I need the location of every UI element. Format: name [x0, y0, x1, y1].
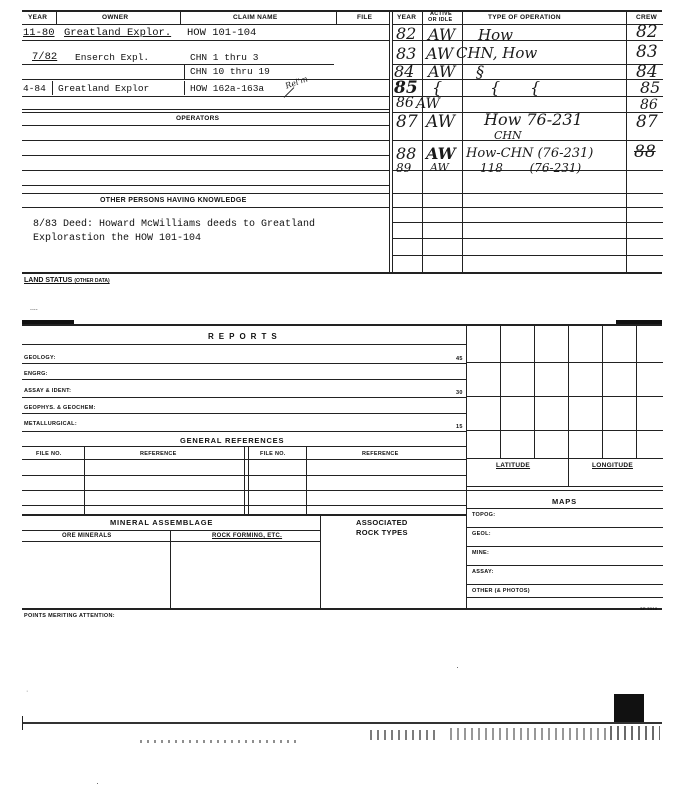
- land-status-subtitle: (OTHER DATA): [74, 278, 110, 284]
- row-claim: CHN 1 thru 3: [190, 52, 259, 63]
- report-num: 30: [456, 390, 463, 396]
- header-year: YEAR: [28, 14, 48, 21]
- activity-header-type: TYPE OF OPERATION: [488, 14, 561, 21]
- scan-speck: ·: [456, 662, 459, 672]
- table-divider: [389, 11, 390, 273]
- activity-crew: 85: [640, 78, 661, 97]
- activity-type: 118 (76-231): [480, 161, 582, 175]
- ref-header: REFERENCE: [362, 451, 399, 457]
- activity-year: 86: [396, 95, 414, 111]
- land-status-label: LAND STATUS: [24, 277, 73, 284]
- activity-year: 89: [396, 161, 412, 175]
- ref-header: REFERENCE: [140, 451, 177, 457]
- activity-year: 84: [394, 62, 415, 81]
- report-label: ENGRG:: [24, 371, 48, 377]
- activity-crew: 84: [636, 62, 658, 82]
- activity-active: AW: [416, 96, 440, 112]
- map-row: MINE:: [472, 550, 490, 556]
- activity-type: §: [476, 62, 484, 81]
- scan-noise: [610, 726, 660, 740]
- activity-active: AW: [426, 144, 456, 163]
- activity-header-year: YEAR: [397, 14, 417, 21]
- activity-year: 88: [396, 144, 417, 163]
- activity-type: CHN, How: [456, 44, 538, 62]
- activity-active: AW: [428, 62, 456, 81]
- activity-year: 83: [396, 44, 417, 63]
- header-file: FILE: [357, 14, 373, 21]
- reports-title: REPORTS: [208, 332, 282, 341]
- map-row: OTHER (& PHOTOS): [472, 588, 530, 594]
- activity-crew: 86: [640, 97, 658, 113]
- activity-type: How: [478, 26, 513, 44]
- activity-active: AW: [430, 161, 449, 174]
- scan-speck: ·: [26, 688, 29, 695]
- report-label: ASSAY & IDENT:: [24, 388, 72, 394]
- activity-active: AW: [428, 25, 456, 44]
- activity-type: How 76-231: [484, 110, 583, 129]
- row-claim: HOW 162a-163a: [190, 83, 265, 94]
- activity-type-mark: {: [490, 78, 501, 97]
- activity-year: 82: [396, 24, 417, 43]
- activity-crew: 88: [634, 142, 656, 162]
- activity-type: How-CHN (76-231): [466, 146, 594, 161]
- map-row: ASSAY:: [472, 569, 494, 575]
- other-persons-note-line2: Explorastion the HOW 101-104: [33, 233, 202, 244]
- report-label: METALLURGICAL:: [24, 421, 77, 427]
- assoc-rock-types-1: ASSOCIATED: [356, 518, 408, 527]
- scan-noise: [370, 730, 440, 740]
- row-owner: Greatland Explor: [58, 83, 150, 94]
- activity-active-mark: {: [432, 78, 443, 97]
- mineral-assemblage-title: MINERAL ASSEMBLAGE: [110, 518, 214, 527]
- activity-year: 85: [394, 78, 418, 98]
- handwritten-annotation: Rel'm: [284, 74, 309, 91]
- row-year: 7/82: [32, 51, 58, 63]
- activity-active: AW: [426, 112, 456, 132]
- longitude-label: LONGITUDE: [592, 462, 633, 469]
- map-row: TOPOG:: [472, 512, 496, 518]
- row-year: 11-80: [23, 27, 55, 39]
- activity-crew: 83: [636, 42, 658, 62]
- scan-speck: ·: [96, 778, 99, 788]
- row-owner: Enserch Expl.: [75, 52, 150, 63]
- operators-title: OPERATORS: [176, 115, 220, 122]
- ore-minerals-header: ORE MINERALS: [62, 533, 112, 539]
- other-persons-note-line1: 8/83 Deed: Howard McWilliams deeds to Greatland: [33, 219, 316, 230]
- land-status-title: [24, 277, 110, 284]
- assoc-rock-types-2: ROCK TYPES: [356, 528, 408, 537]
- activity-year: 87: [396, 112, 418, 132]
- report-label: GEOLOGY:: [24, 355, 56, 361]
- report-num: 45: [456, 356, 463, 362]
- report-num: 15: [456, 424, 463, 430]
- report-label: GEOPHYS. & GEOCHEM:: [24, 405, 96, 411]
- other-persons-title: OTHER PERSONS HAVING KNOWLEDGE: [100, 197, 247, 204]
- activity-type-mark: {: [530, 78, 541, 97]
- map-row: GEOL:: [472, 531, 491, 537]
- scan-black-block: [614, 694, 644, 724]
- scan-noise: [450, 728, 610, 740]
- header-owner: OWNER: [102, 14, 129, 21]
- row-claim: CHN 10 thru 19: [190, 66, 270, 77]
- activity-header-idle: OR IDLE: [428, 17, 453, 23]
- points-meriting-attention: POINTS MERITING ATTENTION:: [24, 613, 115, 619]
- scan-noise: [140, 740, 300, 743]
- row-year: 4-84: [23, 83, 46, 94]
- activity-header-active: ACTIVE: [430, 11, 452, 17]
- activity-type-sub: CHN: [494, 129, 522, 142]
- latitude-label: LATITUDE: [496, 462, 531, 469]
- row-owner: Greatland Explor.: [64, 27, 172, 39]
- maps-title: MAPS: [552, 497, 577, 506]
- ref-header: FILE NO.: [36, 451, 62, 457]
- rock-forming-header: ROCK FORMING, ETC.: [212, 533, 283, 539]
- activity-crew: 87: [636, 112, 658, 132]
- general-references-title: GENERAL REFERENCES: [180, 436, 285, 445]
- header-claim-name: CLAIM NAME: [233, 14, 278, 21]
- form-number: SP 7318: [640, 606, 658, 611]
- activity-crew: 82: [636, 22, 658, 42]
- ref-header: FILE NO.: [260, 451, 286, 457]
- bottom-rule: [22, 722, 662, 724]
- activity-header-crew: CREW: [636, 14, 658, 21]
- land-status-dots: ....: [30, 305, 38, 312]
- row-claim: HOW 101-104: [187, 27, 257, 39]
- activity-active: AW: [426, 44, 454, 63]
